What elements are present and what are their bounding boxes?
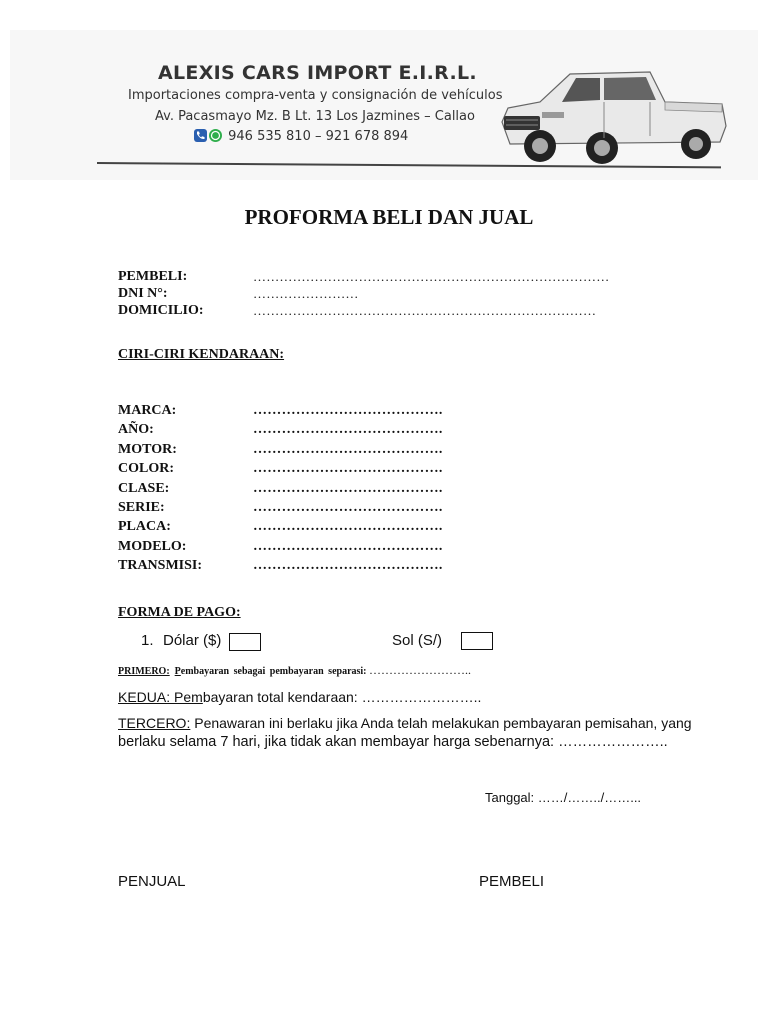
vehicle-field-value[interactable]: ………………………………….: [253, 422, 443, 437]
vehicle-field-label: TRANSMISI:: [118, 558, 203, 573]
vehicle-field-label: MOTOR:: [118, 442, 177, 457]
company-tagline: Importaciones compra-venta y consignación de vehículos: [128, 88, 503, 103]
vehicle-section-heading: CIRI-CIRI KENDARAAN:: [118, 347, 285, 362]
buyer-address-label: DOMICILIO:: [118, 303, 204, 318]
company-address: Av. Pacasmayo Mz. B Lt. 13 Los Jazmines – Callao: [155, 109, 475, 124]
vehicle-field-value[interactable]: ………………………………….: [253, 442, 443, 457]
buyer-signature-label: PEMBELI: [479, 873, 545, 890]
whatsapp-icon: [209, 129, 222, 142]
company-phones-row: [194, 129, 408, 144]
seller-signature-label: PENJUAL: [118, 873, 186, 890]
buyer-name-label: PEMBELI:: [118, 269, 188, 284]
vehicle-field-value[interactable]: ………………………………….: [253, 539, 443, 554]
sol-option-label: Sol (S/): [392, 632, 443, 649]
vehicle-field-label: MARCA:: [118, 403, 177, 418]
buyer-dni-label: DNI N°:: [118, 286, 168, 301]
vehicle-field-value[interactable]: ………………………………….: [253, 519, 443, 534]
vehicle-field-value[interactable]: ………………………………….: [253, 461, 443, 476]
buyer-name-field[interactable]: ………………………………………………………………………: [253, 269, 610, 284]
second-payment-line: KEDUA: Pembayaran total kendaraan: ……………………..: [118, 689, 482, 705]
buyer-dni-field[interactable]: ……………………: [253, 286, 359, 301]
vehicle-field-label: COLOR:: [118, 461, 174, 476]
vehicle-field-value[interactable]: ………………………………….: [253, 558, 443, 573]
vehicle-field-label: SERIE:: [118, 500, 165, 515]
payment-section-heading: FORMA DE PAGO:: [118, 605, 241, 620]
phone-icon: [194, 129, 207, 142]
first-payment-field[interactable]: ……………………..: [369, 663, 472, 677]
dollar-checkbox[interactable]: [229, 633, 261, 651]
payment-option-number: 1.: [141, 632, 154, 649]
date-field[interactable]: Tanggal: ……/……../……...: [485, 790, 642, 805]
phone-numbers: 946 535 810 – 921 678 894: [228, 129, 409, 144]
vehicle-field-value[interactable]: ………………………………….: [253, 500, 443, 515]
sol-checkbox[interactable]: [461, 632, 493, 650]
third-payment-line-1: TERCERO: Penawaran ini berlaku jika Anda telah melakukan pembayaran pemisahan, yang: [118, 715, 692, 731]
document-title: PROFORMA BELI DAN JUAL: [244, 205, 534, 229]
third-payment-line-2: berlaku selama 7 hari, jika tidak akan membayar harga sebenarnya: …………………..: [118, 734, 668, 750]
vehicle-field-value[interactable]: ………………………………….: [253, 481, 443, 496]
dollar-option-label: Dólar ($): [163, 632, 222, 649]
vehicle-field-label: CLASE:: [118, 481, 170, 496]
pickup-truck-image: [500, 64, 730, 169]
company-name: ALEXIS CARS IMPORT E.I.R.L.: [158, 62, 477, 84]
first-payment-line: PRIMERO: Pembayaran sebagai pembayaran separasi: ……………………..: [118, 663, 472, 677]
vehicle-field-label: MODELO:: [118, 539, 187, 554]
vehicle-field-label: AÑO:: [118, 422, 154, 437]
vehicle-field-value[interactable]: ………………………………….: [253, 403, 443, 418]
vehicle-field-label: PLACA:: [118, 519, 171, 534]
buyer-address-field[interactable]: ……………………………………………………………………: [253, 303, 597, 318]
